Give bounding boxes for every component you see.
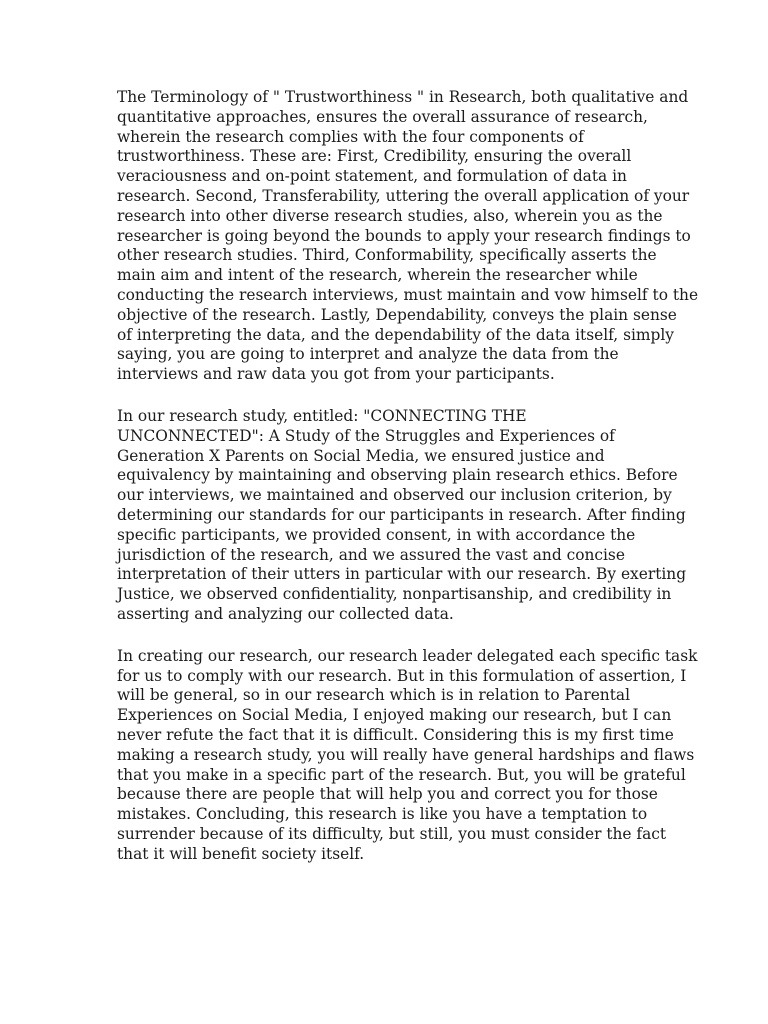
text-line: asserting and analyzing our collected data. bbox=[117, 604, 454, 623]
text-line: The Terminology of " Trustworthiness " in Research, both qualitative and bbox=[117, 88, 689, 106]
text-line: veraciousness and on-point statement, and formulation of data in bbox=[117, 167, 627, 186]
text-line: wherein the research complies with the four components of bbox=[117, 127, 584, 146]
text-line: quantitative approaches, ensures the overall assurance of research, bbox=[117, 107, 648, 126]
text-line: jurisdiction of the research, and we assured the vast and concise bbox=[117, 545, 625, 564]
text-line: for us to comply with our research. But in this formulation of assertion, I bbox=[117, 666, 687, 685]
text-line: that it will benefit society itself. bbox=[117, 844, 365, 863]
text-line: In our research study, entitled: "CONNECTING THE bbox=[117, 406, 527, 425]
text-line: of interpreting the data, and the dependability of the data itself, simply bbox=[117, 325, 674, 344]
paragraph-reflection bbox=[117, 646, 698, 865]
text-line: trustworthiness. These are: First, Credibility, ensuring the overall bbox=[117, 147, 632, 166]
text-line: specific participants, we provided consent, in with accordance the bbox=[117, 525, 636, 544]
paragraph-spacer bbox=[117, 625, 662, 647]
text-line: saying, you are going to interpret and analyze the data from the bbox=[117, 345, 619, 364]
text-line: making a research study, you will really have general hardships and flaws bbox=[117, 745, 695, 764]
text-line: main aim and intent of the research, wherein the researcher while bbox=[117, 266, 638, 285]
text-line: equivalency by maintaining and observing plain research ethics. Before bbox=[117, 466, 678, 485]
text-line: mistakes. Concluding, this research is like you have a temptation to bbox=[117, 805, 648, 824]
text-line: In creating our research, our research leader delegated each specific task bbox=[117, 646, 698, 665]
text-line: never refute the fact that it is difficult. Considering this is my first time bbox=[117, 725, 674, 744]
text-line: Justice, we observed confidentiality, nonpartisanship, and credibility in bbox=[117, 585, 672, 604]
text-line: because there are people that will help you and correct you for those bbox=[117, 785, 658, 804]
text-line: conducting the research interviews, must maintain and vow himself to the bbox=[117, 285, 699, 304]
text-line: interviews and raw data you got from your participants. bbox=[117, 365, 555, 384]
text-line: other research studies. Third, Conformability, specifically asserts the bbox=[117, 246, 657, 265]
text-line: research. Second, Transferability, uttering the overall application of your bbox=[117, 186, 690, 205]
paragraph-spacer bbox=[117, 385, 662, 407]
paragraph-research-ethics bbox=[117, 406, 687, 625]
text-line: our interviews, we maintained and observed our inclusion criterion, by bbox=[117, 486, 672, 505]
text-line: Experiences on Social Media, I enjoyed making our research, but I can bbox=[117, 706, 672, 725]
text-line: that you make in a specific part of the research. But, you will be grateful bbox=[117, 765, 686, 784]
text-line: UNCONNECTED": A Study of the Struggles and Experiences of bbox=[117, 426, 615, 445]
paragraph-trustworthiness bbox=[117, 88, 699, 385]
text-line: objective of the research. Lastly, Dependability, conveys the plain sense bbox=[117, 305, 677, 324]
text-line: researcher is going beyond the bounds to apply your research findings to bbox=[117, 226, 691, 245]
text-line: Generation X Parents on Social Media, we ensured justice and bbox=[117, 446, 605, 465]
text-line: will be general, so in our research which is in relation to Parental bbox=[117, 686, 631, 705]
text-line: research into other diverse research studies, also, wherein you as the bbox=[117, 206, 663, 225]
text-line: interpretation of their utters in particular with our research. By exerting bbox=[117, 565, 687, 584]
document-body bbox=[117, 88, 699, 864]
text-line: surrender because of its difficulty, but still, you must consider the fact bbox=[117, 824, 667, 843]
text-line: determining our standards for our participants in research. After finding bbox=[117, 505, 686, 524]
